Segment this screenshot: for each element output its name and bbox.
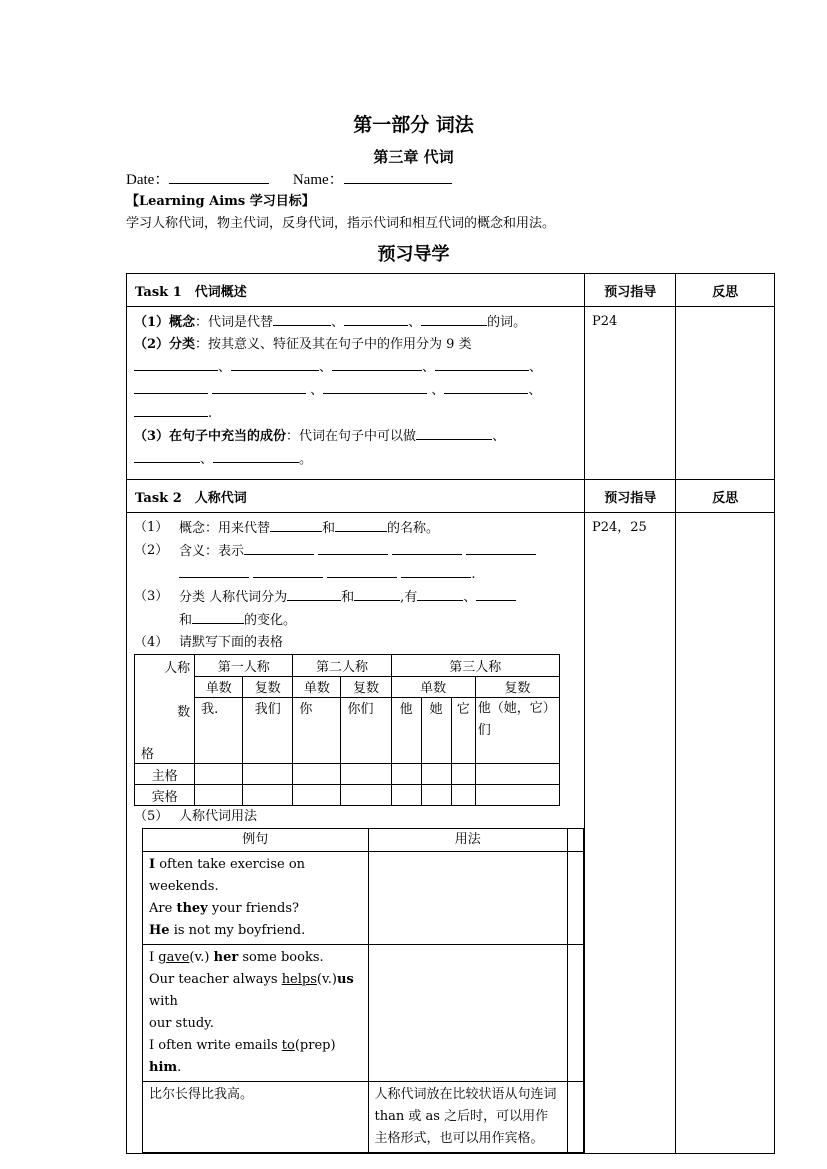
part-title: 第一部分 词法 — [353, 114, 474, 136]
task1-page-ref: P24 — [592, 314, 618, 329]
answer-cell[interactable] — [243, 785, 293, 806]
task1-guide-label: 预习指导 — [585, 274, 676, 307]
blank[interactable] — [332, 356, 422, 371]
task2-reflect-label: 反思 — [676, 480, 775, 513]
date-blank[interactable] — [169, 169, 269, 184]
blank[interactable] — [244, 540, 314, 555]
classify-label: （2）分类 — [134, 337, 196, 352]
pronoun-cell: 他（她，它）们 — [475, 698, 559, 764]
blank[interactable] — [273, 311, 331, 326]
date-label: Date： — [126, 172, 170, 188]
classify-text: ：按其意义、特征及其在句子中的作用分为 9 类 — [195, 337, 472, 352]
singular-header: 单数 — [195, 676, 243, 698]
answer-cell[interactable] — [391, 785, 421, 806]
task1-body-row — [127, 307, 775, 480]
plural-header: 复数 — [475, 676, 559, 698]
concept-text: ：代词是代替 — [195, 315, 274, 330]
section-heading: 预习导学 — [377, 244, 450, 265]
blank[interactable] — [417, 586, 463, 601]
object-case-label: 宾格 — [135, 785, 195, 806]
task1-reflect-cell[interactable] — [676, 307, 775, 480]
usage-table — [142, 828, 584, 1153]
example-cell-1: I often take exercise on weekends. Are they your friends? He is not my boyfriend. — [143, 852, 369, 945]
blank[interactable] — [134, 402, 208, 417]
chapter-title: 第三章 代词 — [373, 148, 454, 166]
concept-label: （1）概念 — [134, 315, 196, 330]
answer-cell[interactable] — [341, 764, 391, 785]
blank[interactable] — [421, 311, 487, 326]
blank[interactable] — [212, 379, 306, 394]
task2-title: Task 2 人称代词 — [127, 480, 585, 513]
answer-cell[interactable] — [341, 785, 391, 806]
role-text: ：代词在句子中可以做 — [286, 429, 417, 444]
blank[interactable] — [335, 517, 387, 532]
aims-text: 学习人称代词，物主代词，反身代词，指示代词和相互代词的概念和用法。 — [126, 216, 556, 231]
plural-header: 复数 — [243, 676, 293, 698]
answer-cell[interactable] — [293, 764, 341, 785]
answer-cell[interactable] — [293, 785, 341, 806]
singular-header: 单数 — [391, 676, 475, 698]
pronoun-cell: 他 — [391, 698, 421, 764]
blank[interactable] — [213, 448, 299, 463]
name-blank[interactable] — [344, 169, 452, 184]
example-header: 例句 — [143, 829, 369, 852]
first-person-header: 第一人称 — [195, 655, 293, 677]
pronoun-cell: 你 — [293, 698, 341, 764]
blank[interactable] — [318, 540, 388, 555]
blank[interactable] — [253, 563, 323, 578]
task2-header-row — [127, 480, 775, 513]
pronoun-cell: 我们 — [243, 698, 293, 764]
answer-cell[interactable] — [195, 785, 243, 806]
task1-header-row — [127, 274, 775, 307]
second-person-header: 第二人称 — [293, 655, 391, 677]
task2-guide-label: 预习指导 — [585, 480, 676, 513]
task1-reflect-label: 反思 — [676, 274, 775, 307]
blank[interactable] — [327, 563, 397, 578]
usage-cell-3: 人称代词放在比较状语从句连词 than 或 as 之后时，可以用作主格形式，也可以用作宾格。 — [368, 1082, 567, 1153]
answer-cell[interactable] — [475, 785, 559, 806]
task1-content: （1）概念：代词是代替 、 、 的词。 （2）分类：按其意义、特征及其在句子中的作用分为 9 类 、 、 、 、 、 、 、 . （3）在句子中充当的成份：代词在句子中可以做 、 、 。 — [127, 307, 584, 475]
blank[interactable] — [134, 379, 208, 394]
pronoun-table — [134, 654, 560, 806]
aims-title: 【Learning Aims 学习目标】 — [126, 194, 315, 209]
answer-cell[interactable] — [451, 764, 475, 785]
blank[interactable] — [192, 609, 244, 624]
answer-cell[interactable] — [475, 764, 559, 785]
task2-page-ref: P24，25 — [592, 520, 647, 535]
blank[interactable] — [392, 540, 462, 555]
task2-content: （1） 概念：用来代替 和 的名称。 （2） 含义：表示 . （3） 分类 人称代词分为 和 ,有 、 和 的变化。 （4） 请默写下面的表格 — [127, 513, 584, 658]
blank[interactable] — [435, 356, 529, 371]
blank[interactable] — [476, 586, 516, 601]
blank[interactable] — [354, 586, 400, 601]
blank[interactable] — [444, 379, 528, 394]
blank[interactable] — [323, 379, 427, 394]
blank[interactable] — [344, 311, 408, 326]
task1-title: Task 1 代词概述 — [127, 274, 585, 307]
blank[interactable] — [466, 540, 536, 555]
pronoun-cell: 她 — [421, 698, 451, 764]
subject-case-label: 主格 — [135, 764, 195, 785]
usage-answer-cell[interactable] — [368, 852, 567, 945]
third-person-header: 第三人称 — [391, 655, 559, 677]
answer-cell[interactable] — [421, 764, 451, 785]
table-instruction: 请默写下面的表格 — [179, 635, 284, 650]
example-cell-3: 比尔长得比我高。 — [143, 1082, 369, 1153]
blank[interactable] — [287, 586, 341, 601]
blank[interactable] — [416, 425, 492, 440]
answer-cell[interactable] — [391, 764, 421, 785]
blank[interactable] — [270, 517, 322, 532]
plural-header: 复数 — [341, 676, 391, 698]
singular-header: 单数 — [293, 676, 341, 698]
usage-instruction: 人称代词用法 — [179, 809, 258, 824]
pronoun-cell: 它 — [451, 698, 475, 764]
task2-body-row: （1） 概念：用来代替 和 的名称。 （2） 含义：表示 . （3） 分类 人称代词分为 和 ,有 、 和 的变化。 （4） 请默写下面的表格 人称 数 格 第一人称 第二人称 第三人称 单数 复数 单数 复数 单数 复数 我. 我们 你 你们 他 她 它 他（她，它）们 主格 宾格 （5） 人称代词用法 例句 用法 I often take exercise on weekends. Are they your friends? He is not my boyfriend. I gave(v.) her some books. Our teacher always helps(v.)us with our study. I often write emails to(prep) him. 比尔长得比我高。 人称代词放在比较状语从句连词 than 或 as 之后时，可以用作主格形式，也可以用作宾格。 P24，25 — [127, 513, 775, 1154]
answer-cell[interactable] — [243, 764, 293, 785]
role-label: （3）在句子中充当的成份 — [134, 429, 287, 444]
study-table — [126, 273, 775, 1154]
blank[interactable] — [401, 563, 471, 578]
answer-cell[interactable] — [195, 764, 243, 785]
example-cell-2: I gave(v.) her some books. Our teacher always helps(v.)us with our study. I often write emails to(prep) him. — [143, 945, 369, 1082]
task2-reflect-cell[interactable] — [676, 513, 775, 1154]
answer-cell[interactable] — [451, 785, 475, 806]
blank[interactable] — [134, 448, 200, 463]
blank[interactable] — [179, 563, 249, 578]
pronoun-cell: 我. — [195, 698, 243, 764]
date-name-line — [126, 168, 452, 189]
answer-cell[interactable] — [421, 785, 451, 806]
blank[interactable] — [134, 356, 218, 371]
name-label: Name： — [292, 172, 344, 188]
corner-cell: 人称 数 格 — [135, 655, 195, 764]
pronoun-cell: 你们 — [341, 698, 391, 764]
usage-answer-cell[interactable] — [368, 945, 567, 1082]
blank[interactable] — [231, 356, 319, 371]
usage-header: 用法 — [368, 829, 567, 852]
